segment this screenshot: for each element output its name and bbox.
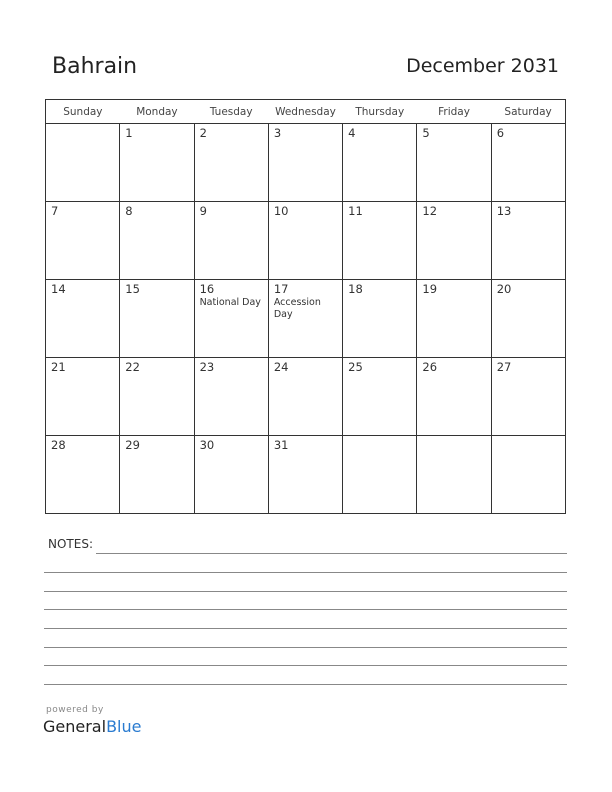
notes-line (44, 591, 567, 592)
month-year-title: December 2031 (406, 55, 559, 77)
day-number: 13 (496, 204, 512, 218)
calendar-day-cell (268, 124, 342, 202)
day-number: 12 (422, 204, 438, 218)
calendar-day-cell (417, 358, 491, 436)
weekday-wednesday: Wednesday (268, 100, 342, 124)
calendar-day-cell (120, 202, 194, 280)
calendar-day-cell (194, 124, 268, 202)
calendar-day-cell (194, 436, 268, 514)
day-number: 28 (51, 438, 66, 452)
calendar-day-cell (343, 202, 417, 280)
weekday-tuesday: Tuesday (194, 100, 268, 124)
day-number: 4 (348, 126, 356, 140)
calendar-day-cell (343, 280, 417, 358)
day-number: 15 (125, 282, 140, 296)
calendar-day-cell (491, 436, 565, 514)
calendar-day-cell (120, 436, 194, 514)
calendar-day-cell (491, 202, 565, 280)
calendar-day-cell (194, 280, 268, 358)
day-number: 7 (51, 204, 59, 218)
weekday-sunday: Sunday (46, 100, 120, 124)
calendar-day-cell (268, 202, 342, 280)
day-number: 31 (273, 438, 289, 452)
notes-line (44, 684, 567, 685)
calendar-day-cell (491, 124, 565, 202)
calendar-day-cell (120, 280, 194, 358)
day-number: 29 (125, 438, 140, 452)
calendar-day-cell (268, 280, 342, 358)
calendar-day-cell (491, 358, 565, 436)
day-number: 23 (199, 360, 215, 374)
weekday-friday: Friday (417, 100, 491, 124)
weekday-thursday: Thursday (343, 100, 417, 124)
calendar-day-cell (46, 202, 120, 280)
notes-line (44, 572, 567, 573)
notes-label: NOTES: (48, 537, 93, 551)
calendar-day-cell (491, 280, 565, 358)
holiday-label: Accession Day (273, 297, 321, 320)
weekday-monday: Monday (120, 100, 194, 124)
holiday-label: National Day (199, 297, 261, 308)
notes-line (96, 553, 567, 554)
calendar-day-cell (46, 358, 120, 436)
calendar-day-cell (120, 358, 194, 436)
day-number: 24 (273, 360, 289, 374)
calendar-week-row (46, 124, 566, 202)
calendar-day-cell (343, 124, 417, 202)
generalblue-logo[interactable] (43, 717, 141, 736)
day-number: 30 (199, 438, 215, 452)
day-number: 6 (496, 126, 505, 140)
day-number: 9 (199, 204, 207, 218)
weekday-saturday: Saturday (491, 100, 565, 124)
calendar-day-cell (417, 436, 491, 514)
calendar-week-row (46, 436, 566, 514)
day-number: 8 (125, 204, 133, 218)
calendar-day-cell (194, 202, 268, 280)
notes-line (44, 609, 567, 610)
calendar-week-row (46, 202, 566, 280)
notes-line (44, 647, 567, 648)
day-number: 11 (348, 204, 363, 218)
day-number: 20 (496, 282, 512, 296)
weekday-header-row (46, 100, 566, 124)
day-number: 18 (348, 282, 363, 296)
notes-line (44, 665, 567, 666)
calendar-day-cell (343, 436, 417, 514)
calendar-day-cell (268, 436, 342, 514)
day-number: 14 (51, 282, 66, 296)
calendar-week-row (46, 280, 566, 358)
day-number: 1 (125, 126, 133, 140)
day-number: 17 (273, 282, 289, 296)
day-number: 5 (422, 126, 430, 140)
day-number: 3 (273, 126, 282, 140)
calendar-day-cell (268, 358, 342, 436)
calendar-grid (45, 99, 566, 514)
notes-line (44, 628, 567, 629)
calendar-day-cell (417, 202, 491, 280)
calendar-day-cell (417, 124, 491, 202)
calendar-day-cell (46, 124, 120, 202)
day-number: 16 (199, 282, 215, 296)
day-number: 19 (422, 282, 438, 296)
brand-general: General (43, 717, 107, 736)
day-number: 27 (496, 360, 512, 374)
powered-by-text: powered by (46, 705, 104, 715)
calendar-day-cell (194, 358, 268, 436)
country-title: Bahrain (52, 54, 138, 79)
calendar-day-cell (46, 280, 120, 358)
day-number: 2 (199, 126, 207, 140)
day-number: 21 (51, 360, 66, 374)
day-number: 10 (273, 204, 289, 218)
day-number: 25 (348, 360, 363, 374)
calendar-day-cell (343, 358, 417, 436)
day-number: 26 (422, 360, 438, 374)
day-number: 22 (125, 360, 140, 374)
brand-blue: Blue (106, 717, 142, 736)
calendar-week-row (46, 358, 566, 436)
calendar-day-cell (120, 124, 194, 202)
calendar-day-cell (417, 280, 491, 358)
calendar-day-cell (46, 436, 120, 514)
